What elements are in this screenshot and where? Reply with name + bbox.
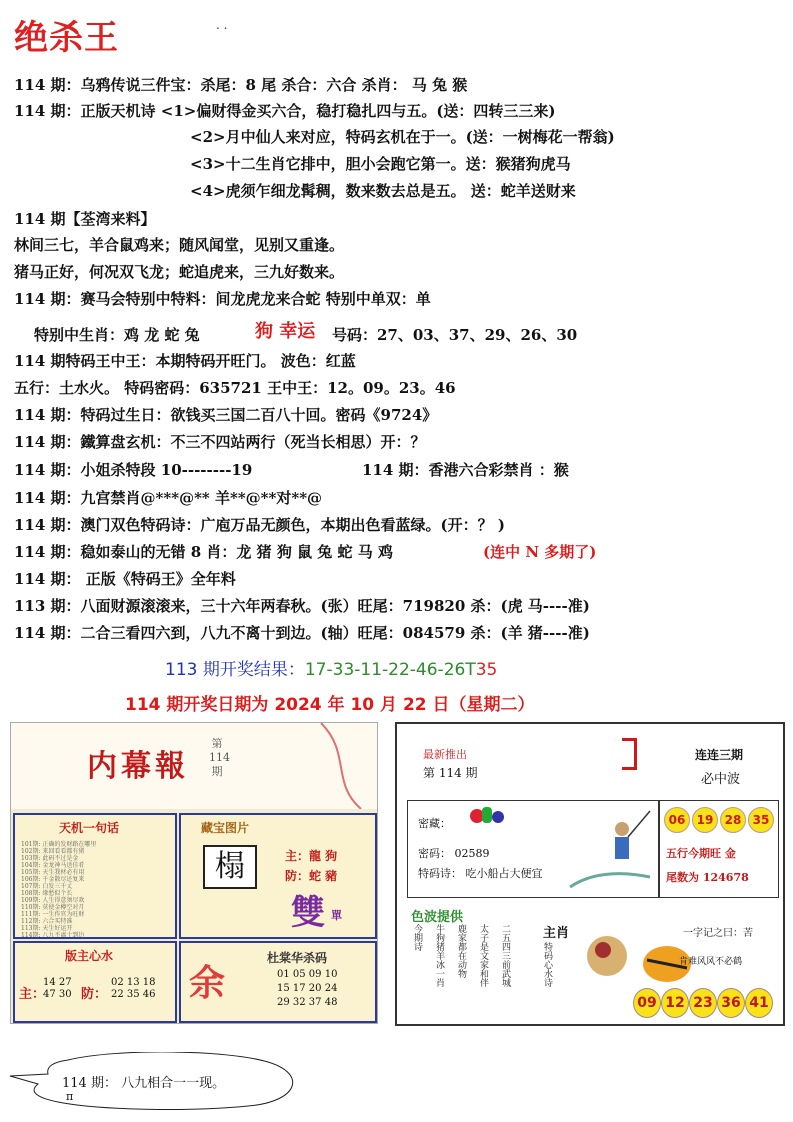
bottom-ball: 23 [689,988,717,1018]
dan-character: 單 [331,909,342,922]
panel-tianji-title: 天机一句话 [59,821,120,835]
panel-cangbao [179,813,377,939]
bizhong-label: 必中波 [701,772,741,787]
text-line-16: 114 期：小姐杀特段 10--------19 [14,461,253,479]
bubble-text: 114 期： 八九相合一一现。 [62,1076,226,1091]
text-line-20: 114 期：稳如泰山的无错 8 肖：龙 猪 狗 鼠 兔 蛇 马 鸡 [14,543,393,561]
tianji-line: 104期: 金龙神马送佳肴 [21,862,85,869]
result-numbers: 17-33-11-22-46-26T [304,660,476,680]
decorative-dots: . . [216,18,228,32]
vertical-poem-col: 二五四三前武城 [500,924,510,987]
yu-character: 余 [189,962,226,1004]
text-line-11: 号码：27、03、37、29、26、30 [332,326,578,344]
wuxing-text: 五行今期旺 金 [666,847,736,860]
text-line-1: 114 期：乌鸦传说三件宝：杀尾：8 尾 杀合：六合 杀肖： 马 兔 猴 [14,76,468,94]
wuxing-box [659,800,779,898]
right-newsletter-image [395,722,785,1026]
kill-row: 29 32 37 48 [277,997,338,1008]
text-line-3: <2>月中仙人来对应，特码玄机在于一。(送：一树梅花一帮翁) [190,128,615,146]
lucky-highlight: 狗 幸运 [255,321,316,342]
left-newsletter-image [10,722,378,1024]
vertical-poem-col: 今期诗 [412,924,422,951]
tianji-line: 101期: 正确的发财路在哪里 [21,841,97,848]
panel-cangbao-title: 藏宝图片 [201,821,250,835]
riddle-character: 榻 [203,845,257,889]
tianji-line: 103期: 此码不过是金 [21,855,79,862]
bird-label: 肯难风风不必鹤 [679,957,743,967]
panel-banzhu-title: 版主心水 [65,949,114,963]
fishing-boy-illustration [560,807,654,891]
cartoon-rooster-illustration [577,920,637,990]
top-ball: 19 [692,807,718,833]
kill-row: 01 05 09 10 [277,969,338,980]
text-line-10: 特别中生肖：鸡 龙 蛇 兔 [34,326,200,344]
text-line-12: 114 期特码王中王：本期特码开旺门。 波色：红蓝 [14,352,356,370]
banzhu-fang-numbers: 02 13 18 22 35 46 [111,977,156,1000]
series-label: 连连三期 [695,748,744,762]
kill-row: 15 17 20 24 [277,983,338,994]
left-header [11,723,377,809]
shuang-character: 雙 [291,893,325,933]
tianji-line: 108期: 缘愁似个长 [21,890,73,897]
panel-kill [179,941,377,1023]
panel-banzhu [13,941,177,1023]
banzhu-fang-label: 防： [81,987,108,1002]
result-label: 113 期开奖结果： [165,660,305,680]
tianji-line: 102期: 来回看看都有猪 [21,848,85,855]
result-special: 35 [475,660,498,680]
text-line-7: 林间三七，羊合鼠鸡来；随风闻堂，见别又重逢。 [14,236,345,254]
vertical-poem-col: 牛狗猪羊冰一肖 [434,924,444,987]
shengxiao-note: 特码心水诗 [542,942,552,987]
green-ball-icon [482,807,492,823]
left-header-title: 内幕報 [87,749,189,784]
panel-tianji [13,813,177,939]
draw-date: 114 期开奖日期为 2024 年 10 月 22 日（星期二） [125,695,535,715]
text-line-22: 114 期： 正版《特码王》全年料 [14,570,236,588]
right-top-left: 最新推出 [423,748,467,761]
top-ball: 06 [664,807,690,833]
tianji-line: 113期: 天生好运开 [21,925,73,932]
text-line-5: <4>虎须乍细龙髯稠，数来数去总是五。 送：蛇羊送财来 [190,182,576,200]
bottom-ball: 09 [633,988,661,1018]
banzhu-main-label: 主： [19,987,46,1002]
bottom-ball: 36 [717,988,745,1018]
text-line-2: 114 期：正版天机诗 <1>偏财得金买六合，稳打稳扎四与五。(送：四转三三来) [14,102,556,120]
vertical-poem-col: 太子是文家和伴 [478,924,488,987]
top-ball: 35 [748,807,774,833]
bottom-ball: 12 [661,988,689,1018]
sebo-title: 色波提供 [411,910,464,925]
tianji-line: 105期: 天生我材必有用 [21,869,85,876]
tianji-line: 109期: 人生得意须尽欢 [21,897,85,904]
text-line-8: 猪马正好，何况双飞龙；蛇追虎来，三九好数来。 [14,263,345,281]
bottom-ball: 41 [745,988,773,1018]
tianji-line: 106期: 千金散尽还复来 [21,876,85,883]
fang-prediction: 防：蛇 豬 [285,869,338,883]
text-line-4: <3>十二生肖它排中，胆小会跑它第一。送：猴猪狗虎马 [190,155,571,173]
text-line-19: 114 期：澳门双色特码诗：广庖万品无颜色，本期出色看蓝绿。(开：？ ) [14,516,505,534]
curtain-decoration [311,723,377,809]
text-line-24: 114 期：二合三看四六到，八九不离十到边。(轴）旺尾：084579 杀：(羊 猪----准) [14,624,590,642]
text-line-14: 114 期：特码过生日：欲钱买三国二百八十回。密码《9724》 [14,406,438,424]
text-line-15: 114 期：鐵算盘玄机：不三不四站两行（死当长相思）开：？ [14,433,426,451]
text-line-18: 114 期：九宫禁肖@***@** 羊**@**对**@ [14,489,323,507]
tianji-line: 112期: 六合买特准 [21,918,73,925]
zhu-prediction: 主：龍 狗 [285,849,338,863]
left-issue: 第 114 期 [209,737,230,778]
mima-label: 密藏： [418,817,451,830]
bubble-mark: π [66,1090,74,1103]
text-line-23: 113 期：八面财源滚滚来，三十六年两春秋。(张）旺尾：719820 杀：(虎 马----准) [14,597,590,615]
tianji-line: 111期: 一生作官为旺财 [21,911,85,918]
text-line-17: 114 期：香港六合彩禁肖 ：猴 [362,461,569,479]
draw-result [165,655,497,680]
red-bracket-decoration [622,738,637,770]
text-line-13: 五行：土水火。 特码密码：635721 王中王：12。09。23。46 [14,379,456,397]
vertical-poem-col: 鹿家都在动物 [456,924,466,978]
page-title: 绝杀王 [14,18,119,58]
mima-box [407,800,659,898]
panel-kill-title: 杜棠华杀码 [267,951,328,965]
blue-ball-icon [492,811,504,823]
mima-number: 密码： 02589 [418,847,490,860]
zhu-xiao-label: 主肖 [543,926,570,941]
streak-note: (连中 N 多期了) [483,543,597,561]
top-ball: 28 [720,807,746,833]
banzhu-main-numbers: 14 27 47 30 [43,977,72,1000]
yizi-label: 一字记之曰：苦 [683,928,753,939]
tianji-line: 114期: 八九不离十到边 [21,932,85,939]
poem-line: 特码诗： 吃小船占大便宜 [418,867,543,880]
text-line-9: 114 期：赛马会特别中特料：间龙虎龙来合蛇 特别中单双：单 [14,290,431,308]
right-issue: 第 114 期 [423,766,478,780]
text-line-6: 114 期【荃湾来料】 [14,210,156,228]
tianji-line: 107期: 白发三千丈 [21,883,73,890]
tianji-line: 110期: 莫使金樽空对月 [21,904,85,911]
weishu-text: 尾数为 124678 [666,871,749,884]
